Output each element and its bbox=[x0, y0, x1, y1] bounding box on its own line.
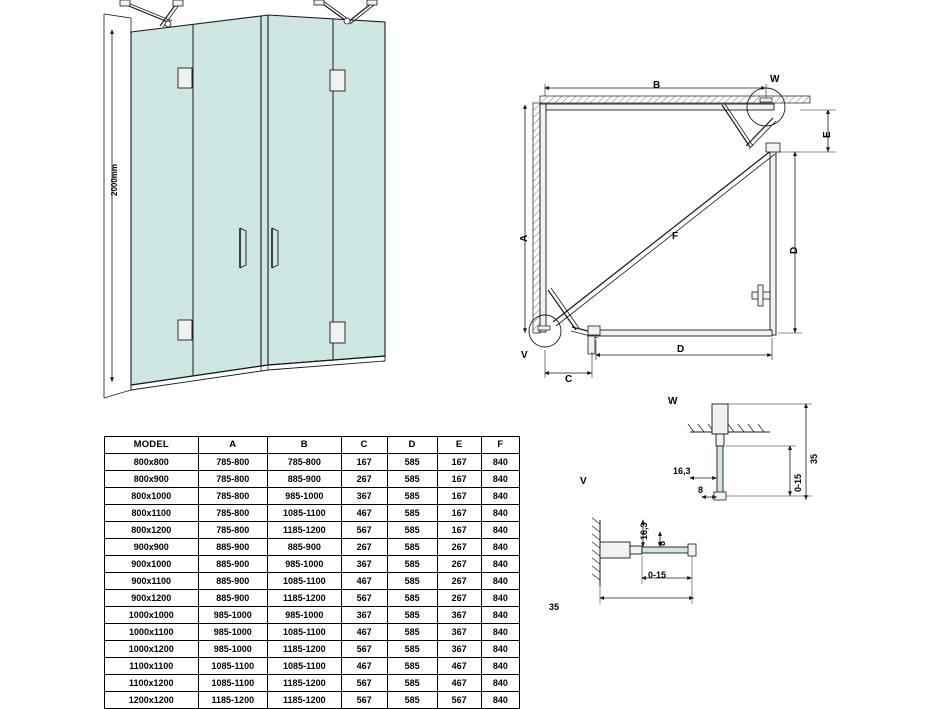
table-cell: 800x800 bbox=[105, 454, 199, 471]
table-cell: 1085-1100 bbox=[268, 573, 341, 590]
table-cell: 467 bbox=[341, 505, 387, 522]
table-cell: 1185-1200 bbox=[268, 522, 341, 539]
detail-v-dim-163: 16,3 bbox=[639, 522, 649, 540]
table-row bbox=[105, 675, 520, 692]
table-cell: 840 bbox=[481, 641, 519, 658]
table-row bbox=[105, 505, 520, 522]
table-cell: 267 bbox=[341, 539, 387, 556]
table-header-e: E bbox=[437, 437, 481, 454]
table-cell: 1200x1200 bbox=[105, 692, 199, 709]
table-cell: 840 bbox=[481, 471, 519, 488]
table-cell: 800x1200 bbox=[105, 522, 199, 539]
table-row bbox=[105, 658, 520, 675]
table-cell: 1185-1200 bbox=[268, 692, 341, 709]
table-cell: 585 bbox=[387, 539, 437, 556]
table-cell: 885-900 bbox=[198, 590, 268, 607]
table-cell: 1185-1200 bbox=[268, 641, 341, 658]
table-row bbox=[105, 641, 520, 658]
table-cell: 840 bbox=[481, 607, 519, 624]
table-row bbox=[105, 692, 520, 709]
table-cell: 367 bbox=[437, 641, 481, 658]
detail-w-dim-8: 8 bbox=[698, 485, 704, 495]
table-row bbox=[105, 522, 520, 539]
table-cell: 785-800 bbox=[198, 505, 268, 522]
height-label: 2000mm bbox=[110, 163, 119, 196]
plan-label-c: C bbox=[565, 374, 573, 385]
table-cell: 840 bbox=[481, 658, 519, 675]
table-cell: 800x1000 bbox=[105, 488, 199, 505]
table-cell: 785-800 bbox=[198, 488, 268, 505]
table-cell: 567 bbox=[341, 522, 387, 539]
table-row bbox=[105, 590, 520, 607]
table-cell: 900x1200 bbox=[105, 590, 199, 607]
table-row bbox=[105, 488, 520, 505]
table-cell: 585 bbox=[387, 692, 437, 709]
table-cell: 885-900 bbox=[268, 471, 341, 488]
detail-w-dim-35: 35 bbox=[809, 453, 819, 464]
detail-v-title: V bbox=[580, 476, 587, 487]
detail-w-title: W bbox=[668, 396, 678, 407]
table-cell: 467 bbox=[341, 573, 387, 590]
table-row bbox=[105, 624, 520, 641]
table-cell: 1000x1100 bbox=[105, 624, 199, 641]
plan-label-v: V bbox=[521, 350, 528, 361]
table-cell: 567 bbox=[341, 641, 387, 658]
table-cell: 985-1000 bbox=[198, 607, 268, 624]
table-cell: 985-1000 bbox=[268, 556, 341, 573]
perspective-view bbox=[104, 0, 385, 398]
plan-label-f: F bbox=[672, 231, 679, 242]
table-cell: 585 bbox=[387, 556, 437, 573]
detail-v-dim-8: 8 bbox=[657, 540, 667, 546]
table-cell: 840 bbox=[481, 505, 519, 522]
plan-label-d-right: D bbox=[789, 246, 800, 254]
table-cell: 840 bbox=[481, 454, 519, 471]
table-cell: 1185-1200 bbox=[198, 692, 268, 709]
table-row bbox=[105, 454, 520, 471]
table-cell: 467 bbox=[341, 624, 387, 641]
table-cell: 585 bbox=[387, 607, 437, 624]
table-cell: 1085-1100 bbox=[198, 658, 268, 675]
table-cell: 1000x1000 bbox=[105, 607, 199, 624]
table-cell: 1085-1100 bbox=[268, 658, 341, 675]
table-cell: 567 bbox=[341, 675, 387, 692]
table-cell: 267 bbox=[341, 471, 387, 488]
table-cell: 1000x1200 bbox=[105, 641, 199, 658]
table-cell: 1085-1100 bbox=[268, 624, 341, 641]
table-cell: 585 bbox=[387, 624, 437, 641]
table-cell: 585 bbox=[387, 658, 437, 675]
table-cell: 840 bbox=[481, 590, 519, 607]
table-cell: 585 bbox=[387, 573, 437, 590]
table-cell: 367 bbox=[341, 607, 387, 624]
table-cell: 840 bbox=[481, 692, 519, 709]
table-cell: 840 bbox=[481, 556, 519, 573]
table-cell: 367 bbox=[437, 607, 481, 624]
plan-label-b: B bbox=[653, 80, 661, 91]
table-cell: 785-800 bbox=[268, 454, 341, 471]
top-plan-view bbox=[525, 84, 836, 378]
table-cell: 467 bbox=[437, 675, 481, 692]
specification-table bbox=[104, 436, 520, 709]
table-body bbox=[105, 454, 520, 709]
detail-w-dim-0-15: 0-15 bbox=[793, 473, 803, 492]
table-cell: 167 bbox=[437, 522, 481, 539]
plan-label-e: E bbox=[822, 131, 833, 138]
table-cell: 567 bbox=[341, 590, 387, 607]
table-row bbox=[105, 471, 520, 488]
table-cell: 840 bbox=[481, 488, 519, 505]
table-header-d: D bbox=[387, 437, 437, 454]
table-cell: 985-1000 bbox=[198, 624, 268, 641]
table-header-b: B bbox=[268, 437, 341, 454]
table-header-row bbox=[105, 437, 520, 454]
detail-v-dim-0-15: 0-15 bbox=[648, 570, 667, 580]
table-cell: 267 bbox=[437, 573, 481, 590]
table-cell: 840 bbox=[481, 573, 519, 590]
table-cell: 585 bbox=[387, 471, 437, 488]
table-cell: 267 bbox=[437, 590, 481, 607]
table-cell: 785-800 bbox=[198, 454, 268, 471]
table-header-model: MODEL bbox=[105, 437, 199, 454]
table-cell: 167 bbox=[437, 488, 481, 505]
table-cell: 585 bbox=[387, 675, 437, 692]
table-cell: 800x900 bbox=[105, 471, 199, 488]
table-cell: 900x900 bbox=[105, 539, 199, 556]
table-cell: 167 bbox=[437, 454, 481, 471]
plan-label-a: A bbox=[519, 234, 530, 242]
table-row bbox=[105, 556, 520, 573]
table-cell: 1185-1200 bbox=[268, 590, 341, 607]
table-cell: 885-900 bbox=[198, 556, 268, 573]
table-cell: 985-1000 bbox=[268, 607, 341, 624]
table-cell: 367 bbox=[341, 556, 387, 573]
table-cell: 585 bbox=[387, 590, 437, 607]
table-cell: 900x1100 bbox=[105, 573, 199, 590]
table-cell: 167 bbox=[437, 505, 481, 522]
table-cell: 567 bbox=[437, 692, 481, 709]
table-cell: 585 bbox=[387, 505, 437, 522]
table-cell: 1085-1100 bbox=[198, 675, 268, 692]
table-cell: 985-1000 bbox=[198, 641, 268, 658]
table-cell: 585 bbox=[387, 522, 437, 539]
table-cell: 1100x1200 bbox=[105, 675, 199, 692]
table-cell: 840 bbox=[481, 539, 519, 556]
table-cell: 467 bbox=[341, 658, 387, 675]
table-cell: 467 bbox=[437, 658, 481, 675]
table-cell: 1185-1200 bbox=[268, 675, 341, 692]
table-cell: 1085-1100 bbox=[268, 505, 341, 522]
table-cell: 585 bbox=[387, 641, 437, 658]
table-header-f: F bbox=[481, 437, 519, 454]
table-cell: 267 bbox=[437, 539, 481, 556]
plan-label-d-bottom: D bbox=[677, 344, 685, 355]
table-cell: 367 bbox=[341, 488, 387, 505]
table-cell: 167 bbox=[437, 471, 481, 488]
table-row bbox=[105, 539, 520, 556]
table-cell: 885-900 bbox=[198, 573, 268, 590]
table-cell: 885-900 bbox=[268, 539, 341, 556]
plan-label-w: W bbox=[770, 74, 780, 85]
table-row bbox=[105, 573, 520, 590]
table-header-a: A bbox=[198, 437, 268, 454]
table-cell: 267 bbox=[437, 556, 481, 573]
table-cell: 885-900 bbox=[198, 539, 268, 556]
detail-w-dim-163: 16,3 bbox=[673, 466, 691, 476]
table-cell: 800x1100 bbox=[105, 505, 199, 522]
table-cell: 367 bbox=[437, 624, 481, 641]
table-cell: 567 bbox=[341, 692, 387, 709]
table-cell: 785-800 bbox=[198, 522, 268, 539]
table-cell: 785-800 bbox=[198, 471, 268, 488]
table-header-c: C bbox=[341, 437, 387, 454]
detail-v-dim-35: 35 bbox=[549, 602, 560, 612]
table-cell: 1100x1100 bbox=[105, 658, 199, 675]
table-cell: 167 bbox=[341, 454, 387, 471]
table-cell: 840 bbox=[481, 624, 519, 641]
table-cell: 985-1000 bbox=[268, 488, 341, 505]
table-row bbox=[105, 607, 520, 624]
table-cell: 840 bbox=[481, 675, 519, 692]
table-cell: 585 bbox=[387, 488, 437, 505]
table-cell: 840 bbox=[481, 522, 519, 539]
table-cell: 900x1000 bbox=[105, 556, 199, 573]
table-cell: 585 bbox=[387, 454, 437, 471]
